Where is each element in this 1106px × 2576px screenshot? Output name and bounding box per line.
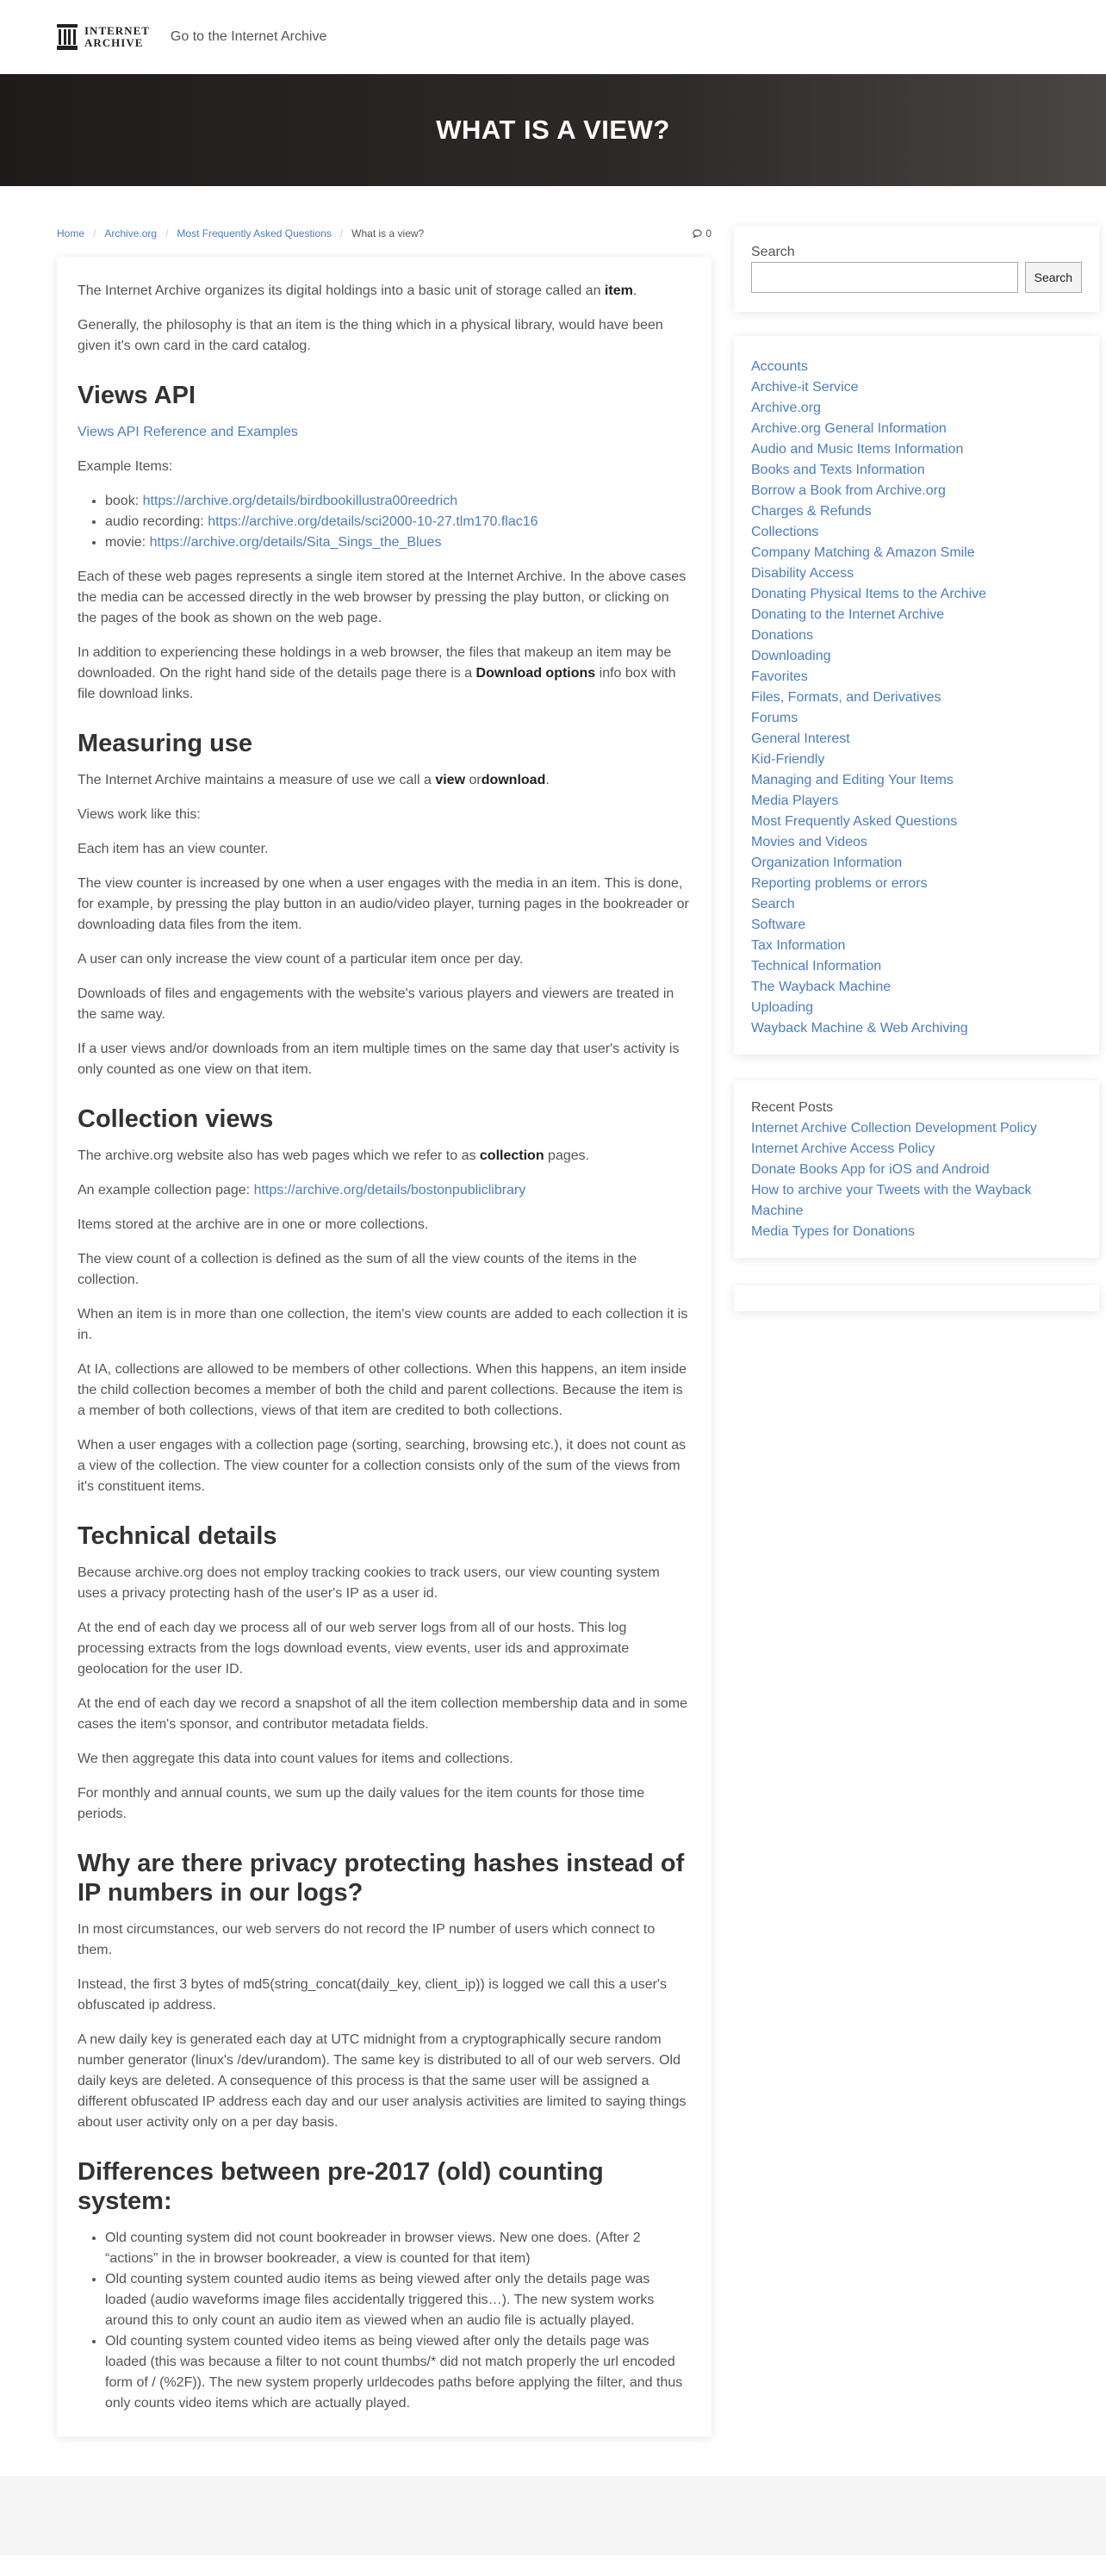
bold-text: download bbox=[481, 773, 546, 787]
example-label: audio recording: bbox=[105, 514, 208, 529]
paragraph: At IA, collections are allowed to be members of other collections. When this happens, an item inside the child collection becomes a member of both the child and parent collections. Because the item is a member of both collections, views of that item are credited to both collections. bbox=[78, 1362, 687, 1418]
category-link[interactable]: Most Frequently Asked Questions bbox=[751, 814, 958, 829]
list-item: • Old counting system counted audio items as being viewed after only the details page was loaded (audio waveforms image files accidentally triggered this…). The new system works around this to only count an audio item as viewed when an audio file is actually played. bbox=[105, 2269, 691, 2331]
list-item bbox=[105, 532, 691, 553]
comment-count: 0 bbox=[705, 227, 711, 240]
paragraph: Views work like this: bbox=[78, 807, 201, 822]
category-link[interactable]: Charges & Refunds bbox=[751, 504, 872, 519]
paragraph: Because archive.org does not employ tracking cookies to track users, our view counting system uses a privacy protecting hash of the user's IP as a user id. bbox=[78, 1565, 660, 1601]
example-collection-link[interactable]: https://archive.org/details/bostonpubliclibrary bbox=[253, 1183, 526, 1198]
paragraph bbox=[78, 770, 691, 791]
recent-posts-widget bbox=[734, 1080, 1099, 1258]
recent-post-link[interactable]: Media Types for Donations bbox=[751, 1224, 916, 1239]
logo-line-2: ARCHIVE bbox=[84, 36, 144, 49]
text: An example collection page: bbox=[78, 1183, 254, 1198]
category-link[interactable]: Forums bbox=[751, 711, 798, 725]
text: pages. bbox=[544, 1148, 590, 1163]
text: The Internet Archive maintains a measure of use we call a bbox=[78, 773, 436, 787]
category-link[interactable]: Books and Texts Information bbox=[751, 463, 925, 477]
category-link[interactable]: The Wayback Machine bbox=[751, 980, 892, 994]
breadcrumb-separator: / bbox=[93, 227, 96, 240]
category-link[interactable]: Reporting problems or errors bbox=[751, 876, 928, 891]
text: In addition to experiencing these holdings in a web browser, the files that makeup an item may be downloaded. On the right hand side of the details page there is a bbox=[78, 645, 672, 681]
internet-archive-logo[interactable] bbox=[57, 24, 150, 50]
list-item: • Old counting system counted video items as being viewed after only the details page was loaded (this was because a filter to not count thumbs/* did not match properly the url encoded form of / (%2F)). The new system properly urldecodes paths before applying the filter, and thus only counts video items which are actually played. bbox=[105, 2331, 691, 2414]
text: . bbox=[632, 283, 637, 298]
search-row bbox=[751, 262, 1082, 293]
recent-post-link[interactable]: How to archive your Tweets with the Wayback Machine bbox=[751, 1183, 1032, 1218]
text: info box with file download links. bbox=[78, 666, 676, 701]
category-link[interactable]: Search bbox=[751, 897, 795, 912]
paragraph bbox=[78, 1146, 691, 1167]
content-layout bbox=[0, 226, 1106, 2436]
heading-measuring-use: Measuring use bbox=[78, 730, 253, 757]
paragraph bbox=[78, 643, 691, 705]
category-link[interactable]: Organization Information bbox=[751, 856, 903, 870]
breadcrumb-faq[interactable]: Most Frequently Asked Questions bbox=[177, 227, 332, 240]
intro-paragraph-2: Generally, the philosophy is that an item is the thing which in a physical library, would have been given it's own card in the card catalog. bbox=[78, 318, 663, 353]
text: or bbox=[465, 773, 482, 787]
example-label: movie: bbox=[105, 535, 150, 550]
views-api-link[interactable]: Views API Reference and Examples bbox=[78, 425, 298, 439]
empty-widget bbox=[734, 1285, 1099, 1311]
intro-paragraph-1 bbox=[78, 281, 691, 302]
category-link[interactable]: Disability Access bbox=[751, 566, 854, 581]
heading-technical-details: Technical details bbox=[78, 1522, 277, 1550]
category-link[interactable]: Wayback Machine & Web Archiving bbox=[751, 1021, 968, 1036]
hero-banner bbox=[0, 74, 1106, 186]
bold-text: view bbox=[435, 773, 466, 787]
paragraph: The view counter is increased by one when a user engages with the media in an item. This is done, for example, by pressing the play button in an audio/video player, turning pages in the bookreader or downloading data files from the item. bbox=[78, 876, 689, 932]
category-link[interactable]: Movies and Videos bbox=[751, 835, 867, 849]
page-footer bbox=[0, 2476, 1106, 2555]
category-link[interactable]: Tax Information bbox=[751, 938, 846, 953]
categories-widget bbox=[734, 336, 1099, 1055]
example-audio-link[interactable]: https://archive.org/details/sci2000-10-27.tlm170.flac16 bbox=[208, 514, 538, 529]
category-link[interactable]: Borrow a Book from Archive.org bbox=[751, 483, 946, 498]
breadcrumb-separator: / bbox=[165, 227, 169, 240]
logo-line-1: INTERNET bbox=[84, 24, 150, 37]
recent-post-link[interactable]: Donate Books App for iOS and Android bbox=[751, 1162, 990, 1177]
breadcrumb-separator: / bbox=[339, 227, 344, 240]
category-link[interactable]: Technical Information bbox=[751, 959, 882, 974]
sidebar bbox=[734, 226, 1099, 1311]
category-link[interactable]: Files, Formats, and Derivatives bbox=[751, 690, 941, 705]
bold-text: collection bbox=[479, 1148, 544, 1163]
category-link[interactable]: Audio and Music Items Information bbox=[751, 442, 964, 457]
category-link[interactable]: Uploading bbox=[751, 1000, 814, 1015]
paragraph: We then aggregate this data into count values for items and collections. bbox=[78, 1752, 513, 1766]
differences-list bbox=[105, 2228, 691, 2414]
paragraph: If a user views and/or downloads from an item multiple times on the same day that user's activity is only counted as one view on that item. bbox=[78, 1042, 680, 1077]
heading-differences: Differences between pre-2017 (old) counting system: bbox=[78, 2158, 604, 2215]
temple-icon bbox=[57, 24, 78, 50]
category-link[interactable]: Managing and Editing Your Items bbox=[751, 773, 954, 787]
paragraph: Instead, the first 3 bytes of md5(string_concat(daily_key, client_ip)) is logged we call this a user's obfuscated ip address. bbox=[78, 1977, 667, 2013]
search-widget bbox=[734, 226, 1099, 312]
goto-internet-archive-link[interactable]: Go to the Internet Archive bbox=[170, 29, 327, 44]
example-items-label: Example Items: bbox=[78, 459, 173, 474]
search-button[interactable]: Search bbox=[1025, 262, 1082, 293]
heading-collection-views: Collection views bbox=[78, 1105, 274, 1133]
text: The archive.org website also has web pages which we refer to as bbox=[78, 1148, 480, 1163]
category-link[interactable]: Archive.org bbox=[751, 401, 821, 415]
logo-wordmark bbox=[84, 25, 150, 49]
bold-text: Download options bbox=[475, 666, 596, 681]
example-book-link[interactable]: https://archive.org/details/birdbookillustra00reedrich bbox=[142, 494, 458, 508]
recent-post-link[interactable]: Internet Archive Collection Development Policy bbox=[751, 1121, 1037, 1136]
category-link[interactable]: Favorites bbox=[751, 669, 808, 684]
text: The Internet Archive organizes its digital holdings into a basic unit of storage called an bbox=[78, 283, 605, 298]
paragraph: Each of these web pages represents a single item stored at the Internet Archive. In the above cases the media can be accessed directly in the web browser by pressing the play button, or clicking on the pages of the book as shown on the web page. bbox=[78, 569, 687, 625]
category-link[interactable]: Downloading bbox=[751, 649, 831, 663]
top-bar bbox=[0, 0, 1106, 74]
paragraph: When an item is in more than one collection, the item's view counts are added to each collection it is in. bbox=[78, 1307, 688, 1342]
list-item bbox=[105, 512, 691, 532]
paragraph: The view count of a collection is defined as the sum of all the view counts of the items in the collection. bbox=[78, 1252, 637, 1287]
search-input[interactable] bbox=[751, 262, 1018, 293]
list-item bbox=[105, 491, 691, 512]
category-link[interactable]: Company Matching & Amazon Smile bbox=[751, 545, 975, 560]
comment-icon bbox=[693, 229, 702, 238]
recent-posts-title: Recent Posts bbox=[751, 1100, 834, 1115]
paragraph: When a user engages with a collection page (sorting, searching, browsing etc.), it does not count as a view of the collection. The view counter for a collection consists only of the sum of the views from it's constituent items. bbox=[78, 1438, 687, 1494]
example-items-list bbox=[105, 491, 691, 553]
category-link[interactable]: Software bbox=[751, 918, 806, 932]
paragraph: In most circumstances, our web servers do not record the IP number of users which connect to them. bbox=[78, 1922, 656, 1957]
main-column bbox=[57, 226, 711, 2436]
paragraph: Downloads of files and engagements with the website's various players and viewers are treated in the same way. bbox=[78, 986, 674, 1022]
paragraph: A user can only increase the view count of a particular item once per day. bbox=[78, 952, 524, 967]
bold-text: item bbox=[604, 283, 633, 298]
breadcrumb-archive-org[interactable]: Archive.org bbox=[104, 227, 158, 240]
paragraph: A new daily key is generated each day at UTC midnight from a cryptographically secure random number generator (linux's /dev/urandom). The same key is distributed to all of our web servers. Old daily keys are deleted. A consequence of this process is that the same user will be assigned a different obfuscated IP address each day and our user analysis activities are limited to saying things about user activity only on a per day basis. bbox=[78, 2032, 687, 2130]
paragraph: For monthly and annual counts, we sum up the daily values for the item counts for those time periods. bbox=[78, 1786, 645, 1821]
breadcrumb-home[interactable]: Home bbox=[57, 227, 85, 240]
heading-views-api: Views API bbox=[78, 382, 196, 409]
example-label: book: bbox=[105, 494, 143, 508]
breadcrumb-current: What is a view? bbox=[351, 227, 425, 240]
category-link[interactable]: Archive-it Service bbox=[751, 380, 859, 395]
category-link[interactable]: Donations bbox=[751, 628, 814, 643]
comments-link[interactable] bbox=[693, 227, 711, 240]
category-link[interactable]: Collections bbox=[751, 525, 819, 539]
category-link[interactable]: Donating Physical Items to the Archive bbox=[751, 587, 987, 601]
search-label: Search bbox=[751, 245, 795, 259]
paragraph: Each item has an view counter. bbox=[78, 842, 269, 856]
paragraph: Items stored at the archive are in one or more collections. bbox=[78, 1217, 429, 1232]
paragraph: At the end of each day we record a snapshot of all the item collection membership data and in some cases the item's sponsor, and contributor metadata fields. bbox=[78, 1696, 687, 1732]
paragraph: At the end of each day we process all of our web server logs from all of our hosts. This log processing extracts from the logs download events, view events, user ids and approximate geolocation for the user ID. bbox=[78, 1621, 630, 1677]
text: . bbox=[545, 773, 550, 787]
heading-privacy-hashes: Why are there privacy protecting hashes instead of IP numbers in our logs? bbox=[78, 1850, 685, 1907]
article-card bbox=[57, 257, 711, 2436]
list-item: • Old counting system did not count bookreader in browser views. New one does. (After 2 “actions” in the in browser bookreader, a view is counted for that item) bbox=[105, 2228, 691, 2269]
example-movie-link[interactable]: https://archive.org/details/Sita_Sings_the_Blues bbox=[149, 535, 442, 550]
category-link[interactable]: General Interest bbox=[751, 731, 850, 746]
paragraph bbox=[78, 1180, 691, 1201]
page-title: WHAT IS A VIEW? bbox=[436, 115, 670, 145]
category-link[interactable]: Archive.org General Information bbox=[751, 421, 947, 436]
breadcrumb bbox=[57, 226, 711, 241]
category-link[interactable]: Kid-Friendly bbox=[751, 752, 825, 767]
category-link[interactable]: Donating to the Internet Archive bbox=[751, 607, 945, 622]
recent-post-link[interactable]: Internet Archive Access Policy bbox=[751, 1142, 935, 1156]
category-link[interactable]: Accounts bbox=[751, 359, 808, 374]
category-link[interactable]: Media Players bbox=[751, 793, 839, 808]
